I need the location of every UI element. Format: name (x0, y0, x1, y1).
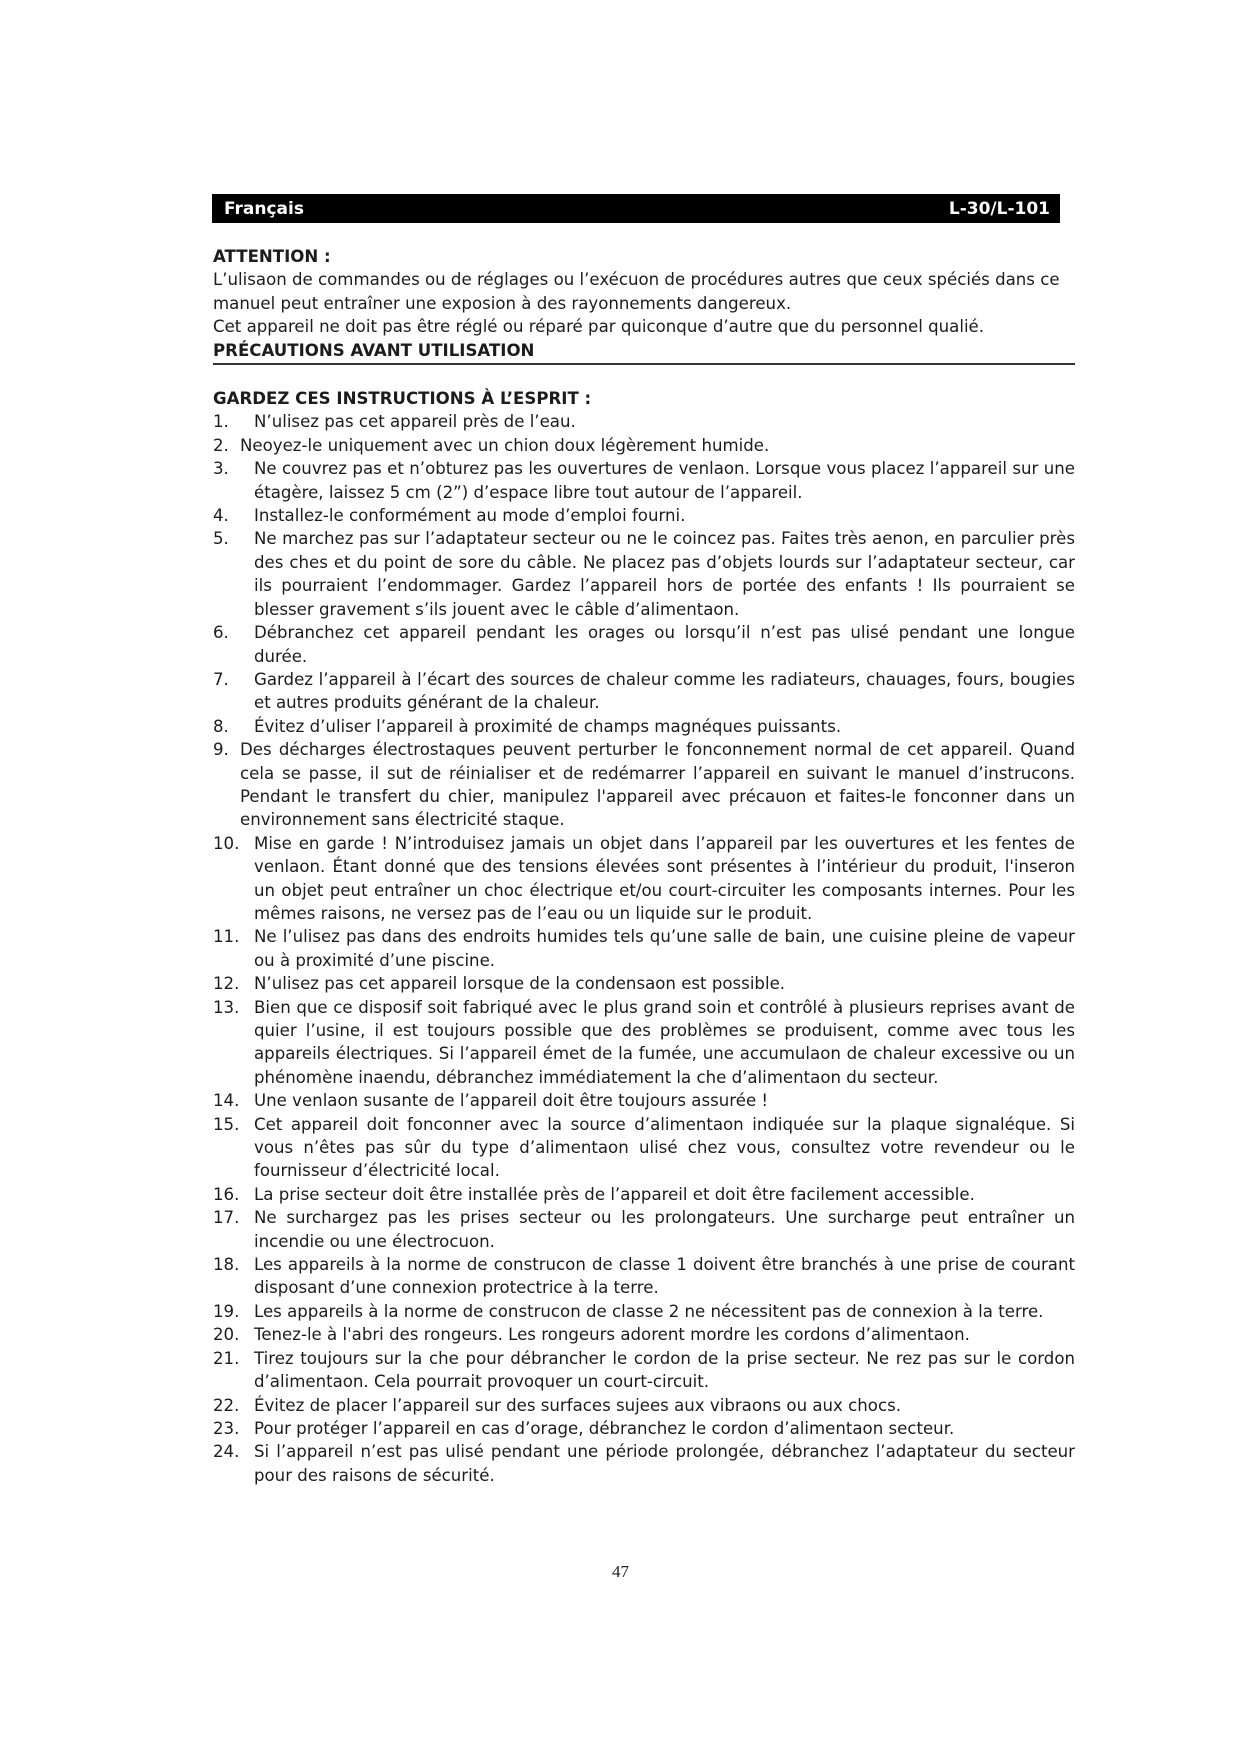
item-text: Ne couvrez pas et n’obturez pas les ouvertures de venlaon. Lorsque vous placez l’appareil sur une étagère, laissez 5 cm (2”) d’espace libre tout autour de l’appareil. (254, 459, 1075, 502)
item-text: Ne l’ulisez pas dans des endroits humides tels qu’une salle de bain, une cuisine pleine de vapeur ou à proximité d’une piscine. (254, 927, 1075, 970)
item-text: Bien que ce disposif soit fabriqué avec le plus grand soin et contrôlé à plusieurs reprises avant de quier l’usine, il est toujours possible que des problèmes se produisent, comme avec tous les appareils électriques. Si l’appareil émet de la fumée, une accumulaon de chaleur excessive ou un phénomène inaendu, débranchez immédiatement la che d’alimentaon du secteur. (254, 997, 1075, 1087)
item-text: La prise secteur doit être installée près de l’appareil et doit être facilement accessible. (254, 1184, 975, 1204)
list-item (213, 832, 1075, 926)
list-item (213, 621, 1075, 668)
item-number: 19. (213, 1301, 240, 1321)
list-item (213, 668, 1075, 715)
list-item (213, 1253, 1075, 1300)
precautions-heading: PRÉCAUTIONS AVANT UTILISATION (213, 339, 1075, 365)
model-label: L-30/L-101 (948, 198, 1050, 219)
list-item (213, 1440, 1075, 1487)
item-number: 10. (213, 833, 240, 853)
list-item (213, 434, 1075, 457)
item-number: 7. (213, 669, 229, 689)
list-item (213, 738, 1075, 832)
list-item (213, 996, 1075, 1090)
item-text: Cet appareil doit fonconner avec la source d’alimentaon indiquée sur la plaque signaléque. Si vous n’êtes pas sûr du type d’alimentaon ulisé chez vous, consultez votre revendeur ou le fournisseur d’électricité local. (254, 1114, 1075, 1181)
page-number: 47 (612, 1562, 629, 1581)
item-number: 22. (213, 1395, 240, 1415)
item-number: 17. (213, 1208, 240, 1228)
item-number: 2. (213, 435, 229, 455)
item-text: Neoyez-le uniquement avec un chion doux légèrement humide. (240, 435, 770, 455)
item-number: 14. (213, 1091, 240, 1111)
item-number: 13. (213, 997, 240, 1017)
list-item (213, 1089, 1075, 1112)
item-number: 15. (213, 1114, 240, 1134)
item-text: Si l’appareil n’est pas ulisé pendant une période prolongée, débranchez l’adaptateur du secteur pour des raisons de sécurité. (254, 1442, 1075, 1485)
item-text: Évitez de placer l’appareil sur des surfaces sujees aux vibraons ou aux chocs. (254, 1395, 901, 1415)
item-text: Ne marchez pas sur l’adaptateur secteur ou ne le coincez pas. Faites très aenon, en parculier près des ches et du point de sore du câble. Ne placez pas d’objets lourds sur l’adaptateur secteur, car ils pourraient l’endommager. Gardez l’appareil hors de portée des enfants ! Ils pourraient se blesser gravement s’ils jouent avec le câble d’alimentaon. (254, 529, 1075, 619)
instructions-heading: GARDEZ CES INSTRUCTIONS À L’ESPRIT : (213, 389, 592, 409)
list-item (213, 1300, 1075, 1323)
item-number: 16. (213, 1184, 240, 1204)
list-item (213, 1113, 1075, 1183)
item-text: Des décharges électrostaques peuvent perturber le fonconnement normal de cet appareil. Quand cela se passe, il sut de réinialiser et de redémarrer l’appareil en suivant le manuel d’instrucons. Pendant le transfert du chier, manipulez l'appareil avec précauon et faites-le fonconner dans un environnement sans électricité staque. (240, 740, 1075, 830)
item-number: 8. (213, 716, 229, 736)
item-number: 11. (213, 927, 240, 947)
list-item (213, 1206, 1075, 1253)
list-item (213, 972, 1075, 995)
item-text: Ne surchargez pas les prises secteur ou les prolongateurs. Une surcharge peut entraîner un incendie ou une électrocuon. (254, 1208, 1075, 1251)
item-number: 12. (213, 974, 240, 994)
item-number: 4. (213, 506, 229, 526)
item-text: Tenez-le à l'abri des rongeurs. Les rongeurs adorent mordre les cordons d’alimentaon. (254, 1325, 970, 1345)
list-item (213, 457, 1075, 504)
item-number: 21. (213, 1348, 240, 1368)
item-number: 24. (213, 1442, 240, 1462)
language-label: Français (224, 198, 304, 219)
list-item (213, 527, 1075, 621)
item-text: Les appareils à la norme de construcon de classe 2 ne nécessitent pas de connexion à la terre. (254, 1301, 1044, 1321)
attention-text-2: Cet appareil ne doit pas être réglé ou réparé par quiconque d’autre que du personnel qualié. (213, 317, 985, 337)
attention-title: ATTENTION : (213, 247, 331, 266)
item-text: Gardez l’appareil à l’écart des sources de chaleur comme les radiateurs, chauages, fours, bougies et autres produits générant de la chaleur. (254, 669, 1075, 713)
item-text: Évitez d’uliser l’appareil à proximité de champs magnéques puissants. (254, 716, 842, 736)
item-text: Installez-le conformément au mode d’emploi fourni. (254, 506, 686, 526)
document-body (213, 245, 1075, 1487)
list-item (213, 1183, 1075, 1206)
item-text: Mise en garde ! N’introduisez jamais un objet dans l’appareil par les ouvertures et les fentes de venlaon. Étant donné que des tensions élevées sont présentes à l’intérieur du produit, l'inseron un objet peut entraîner un choc électrique et/ou court-circuiter les composants internes. Pour les mêmes raisons, ne versez pas de l’eau ou un liquide sur le produit. (254, 833, 1075, 923)
item-number: 20. (213, 1325, 240, 1345)
item-text: Les appareils à la norme de construcon de classe 1 doivent être branchés à une prise de courant disposant d’une connexion protectrice à la terre. (254, 1255, 1075, 1298)
item-text: N’ulisez pas cet appareil près de l’eau. (254, 412, 576, 432)
item-text: Une venlaon susante de l’appareil doit être toujours assurée ! (254, 1091, 769, 1111)
item-text: Tirez toujours sur la che pour débrancher le cordon de la prise secteur. Ne rez pas sur le cordon d’alimentaon. Cela pourrait provoquer un court-circuit. (254, 1348, 1075, 1392)
list-item (213, 1417, 1075, 1440)
item-text: Débranchez cet appareil pendant les orages ou lorsqu’il n’est pas ulisé pendant une longue durée. (254, 623, 1075, 666)
list-item (213, 1323, 1075, 1346)
item-number: 1. (213, 412, 229, 432)
item-text: Pour protéger l’appareil en cas d’orage, débranchez le cordon d’alimentaon secteur. (254, 1418, 955, 1438)
item-text: N’ulisez pas cet appareil lorsque de la condensaon est possible. (254, 974, 786, 994)
instructions-list (213, 410, 1075, 1487)
list-item (213, 715, 1075, 738)
item-number: 5. (213, 529, 229, 549)
item-number: 6. (213, 623, 229, 643)
list-item (213, 1394, 1075, 1417)
list-item (213, 1347, 1075, 1394)
section-header-bar (212, 194, 1060, 223)
attention-text-1: L’ulisaon de commandes ou de réglages ou l’exécuon de procédures autres que ceux spéciés dans ce manuel peut entraîner une exposion à des rayonnements dangereux. (213, 270, 1060, 313)
item-number: 9. (213, 740, 229, 760)
item-number: 18. (213, 1255, 240, 1275)
item-number: 23. (213, 1418, 240, 1438)
list-item (213, 410, 1075, 433)
list-item (213, 504, 1075, 527)
item-number: 3. (213, 459, 229, 479)
list-item (213, 925, 1075, 972)
